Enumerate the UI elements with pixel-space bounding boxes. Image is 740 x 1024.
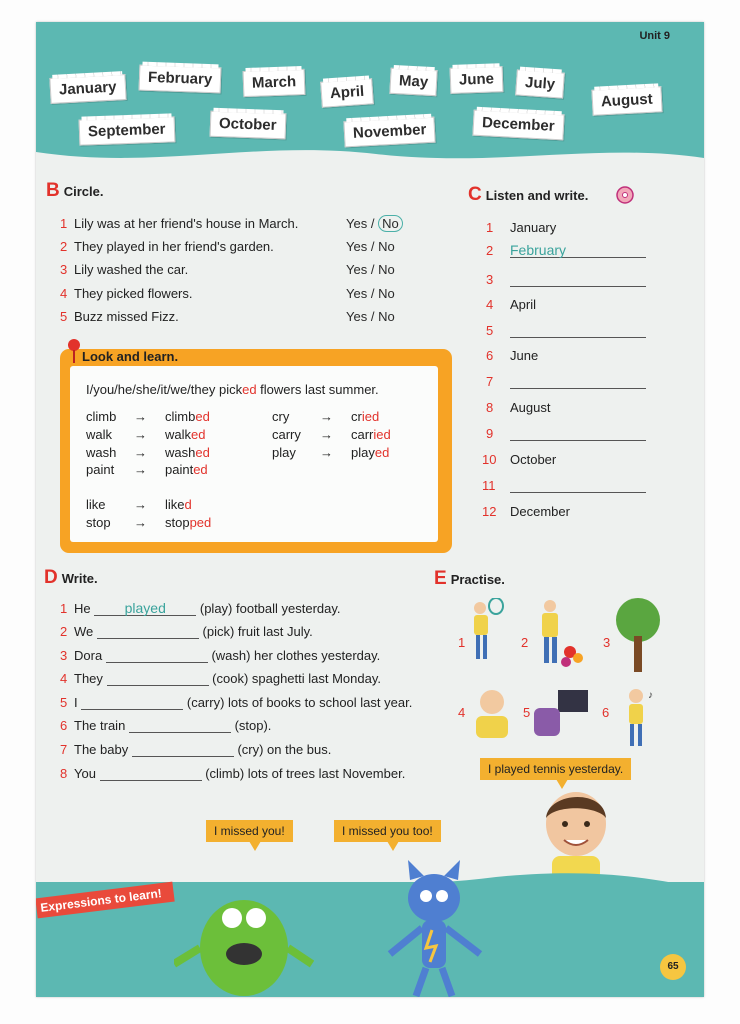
month-tag-december: December: [472, 110, 564, 141]
c-item-4: [486, 297, 536, 312]
verb-base: stop: [86, 515, 111, 530]
b-num: 4: [60, 286, 68, 301]
verb-stem: cr: [351, 409, 362, 424]
arrow-icon: →: [320, 445, 333, 460]
month-tag-october: October: [210, 111, 286, 140]
section-b-heading: [46, 180, 103, 202]
picture-number: 1: [458, 635, 466, 650]
d-rest: (stop).: [234, 718, 272, 733]
verb-base: walk: [86, 427, 113, 442]
b-num: 1: [60, 216, 68, 231]
section-c-heading: [468, 184, 588, 206]
verb-stem: carr: [351, 427, 374, 442]
c-num: 4: [486, 297, 494, 312]
c-item-10: [482, 452, 556, 467]
section-e-heading: [434, 568, 505, 590]
expressions-label: Expressions to learn!: [36, 882, 175, 919]
c-item-2: [486, 242, 646, 258]
d-num: 6: [60, 718, 68, 733]
b-answer-3[interactable]: [346, 262, 395, 277]
c-answer-line[interactable]: [510, 480, 646, 493]
cd-icon: [616, 186, 634, 204]
d-answer-line[interactable]: [81, 697, 183, 710]
month-tag-february: February: [139, 65, 222, 94]
d-num: 2: [60, 624, 68, 639]
c-item-6: [486, 348, 538, 363]
tree-picture: [608, 596, 666, 676]
b-text: Buzz missed Fizz.: [74, 309, 179, 324]
section-c-title: Listen and write.: [485, 188, 589, 203]
d-answer-line[interactable]: [100, 768, 202, 781]
verb-stem: play: [351, 445, 375, 460]
verb-ending: ed: [193, 462, 208, 477]
yes-option[interactable]: Yes /: [346, 309, 375, 324]
c-month: January: [510, 220, 557, 235]
b-text: Lily was at her friend's house in March.: [74, 216, 299, 231]
verb-base: paint: [86, 462, 115, 477]
b-item-4: [60, 286, 193, 301]
c-month: August: [510, 400, 551, 415]
verb-row-carry: [272, 427, 391, 442]
c-month: June: [510, 348, 539, 363]
d-item-6: [60, 718, 271, 733]
yes-option[interactable]: Yes /: [346, 239, 375, 254]
b-item-5: [60, 309, 179, 324]
verb-ending: d: [184, 497, 192, 512]
c-month: October: [510, 452, 557, 467]
no-option-circled[interactable]: No: [378, 215, 403, 232]
verb-base: like: [86, 497, 106, 512]
c-item-7: [486, 374, 646, 389]
c-num: 10: [482, 452, 497, 467]
sentence-start: I/you/he/she/it/we/they pick: [86, 382, 243, 397]
d-item-2: [60, 624, 313, 639]
c-month: December: [510, 504, 570, 519]
picture-number: 3: [603, 635, 611, 650]
c-num: 1: [486, 220, 494, 235]
no-option[interactable]: No: [378, 262, 395, 277]
section-e-letter: E: [434, 568, 447, 589]
arrow-icon: →: [134, 445, 147, 460]
section-d-heading: [44, 567, 98, 589]
section-b-letter: B: [46, 180, 60, 201]
verb-row-stop: [86, 515, 211, 530]
d-answer-line[interactable]: [132, 744, 234, 757]
d-answer-line[interactable]: [97, 626, 199, 639]
yes-option[interactable]: Yes /: [346, 216, 375, 231]
verb-stem: stop: [165, 515, 190, 530]
pin-icon: [66, 338, 82, 364]
d-subject: The train: [74, 718, 126, 733]
b-answer-2[interactable]: [346, 239, 395, 254]
flower-picker-picture: [530, 596, 586, 676]
d-subject: They: [74, 671, 103, 686]
c-answer-line[interactable]: [510, 325, 646, 338]
d-rest: (play) football yesterday.: [199, 601, 341, 616]
arrow-icon: →: [134, 515, 147, 530]
b-answer-4[interactable]: [346, 286, 395, 301]
d-rest: (cry) on the bus.: [237, 742, 332, 757]
verb-row-play: [272, 445, 389, 460]
grammar-sentence: [86, 382, 379, 397]
verb-ending: ied: [373, 427, 391, 442]
arrow-icon: →: [134, 409, 147, 424]
sentence-end: flowers last summer.: [256, 382, 379, 397]
d-subject: He: [74, 601, 91, 616]
d-rest: (climb) lots of trees last November.: [205, 766, 406, 781]
picture-number: 4: [458, 705, 466, 720]
c-num: 5: [486, 323, 494, 338]
b-answer-1[interactable]: [346, 216, 403, 231]
singer-picture: [616, 686, 662, 750]
c-item-8: [486, 400, 550, 415]
verb-base: cry: [272, 409, 290, 424]
month-tag-april: April: [320, 78, 374, 108]
d-answer-line[interactable]: [106, 650, 208, 663]
tv-watcher-picture: [532, 686, 596, 740]
c-item-3: [486, 272, 646, 287]
section-d-letter: D: [44, 567, 58, 588]
verb-ending: ed: [195, 445, 210, 460]
speech-bubble-left: I missed you!: [206, 820, 293, 842]
arrow-icon: →: [320, 409, 333, 424]
d-answer-line[interactable]: [129, 720, 231, 733]
d-num: 8: [60, 766, 68, 781]
section-c-letter: C: [468, 184, 482, 205]
unit-label: Unit 9: [639, 30, 670, 42]
arrow-icon: →: [320, 427, 333, 442]
section-d-title: Write.: [61, 571, 98, 586]
d-subject: I: [74, 695, 78, 710]
b-num: 2: [60, 239, 68, 254]
verb-ending: ied: [361, 409, 380, 424]
b-item-1: [60, 216, 298, 231]
month-tag-january: January: [49, 74, 126, 104]
c-item-12: [482, 504, 570, 519]
b-text: They picked flowers.: [74, 286, 193, 301]
d-num: 3: [60, 648, 68, 663]
b-item-2: [60, 239, 274, 254]
sentence-ending: ed: [242, 382, 257, 397]
section-b-title: Circle.: [63, 184, 104, 199]
month-tag-may: May: [389, 68, 437, 96]
verb-row-cry: [272, 409, 379, 424]
picture-number: 5: [523, 705, 531, 720]
section-e-title: Practise.: [450, 572, 505, 587]
c-num: 7: [486, 374, 494, 389]
arrow-icon: →: [134, 462, 147, 477]
verb-ending: ed: [195, 409, 210, 424]
b-num: 3: [60, 262, 68, 277]
green-monster-character: [174, 878, 314, 997]
d-answer-line[interactable]: [107, 673, 209, 686]
verb-base: wash: [86, 445, 117, 460]
no-option[interactable]: No: [378, 309, 395, 324]
c-num: 6: [486, 348, 494, 363]
c-num: 8: [486, 400, 494, 415]
month-tag-august: August: [591, 86, 662, 116]
arrow-icon: →: [134, 497, 147, 512]
d-item-1: [60, 600, 341, 616]
c-num: 2: [486, 243, 494, 258]
b-answer-5[interactable]: [346, 309, 395, 324]
workbook-page: [36, 22, 704, 997]
page-number: 65: [660, 954, 686, 980]
month-tag-november: November: [343, 117, 436, 148]
b-text: Lily washed the car.: [74, 262, 189, 277]
d-num: 7: [60, 742, 68, 757]
speech-bubble-right: I missed you too!: [334, 820, 441, 842]
d-subject: Dora: [74, 648, 103, 663]
c-num: 12: [482, 504, 497, 519]
picture-number: 2: [521, 635, 529, 650]
blue-cat-character: [370, 858, 498, 997]
verb-row-walk: [86, 427, 205, 442]
b-num: 5: [60, 309, 68, 324]
c-month: April: [510, 297, 537, 312]
d-item-4: [60, 671, 381, 686]
d-rest: (cook) spaghetti last Monday.: [212, 671, 381, 686]
verb-base: carry: [272, 427, 301, 442]
verb-row-like: [86, 497, 192, 512]
d-rest: (pick) fruit last July.: [202, 624, 313, 639]
yes-option[interactable]: Yes /: [346, 262, 375, 277]
verb-stem: walk: [165, 427, 192, 442]
no-option[interactable]: No: [378, 239, 395, 254]
verb-row-paint: [86, 462, 208, 477]
c-answer-line[interactable]: [510, 428, 646, 441]
verb-ending: ped: [189, 515, 212, 530]
verb-base: climb: [86, 409, 117, 424]
verb-stem: like: [165, 497, 185, 512]
no-option[interactable]: No: [378, 286, 395, 301]
c-num: 3: [486, 272, 494, 287]
d-item-8: [60, 766, 405, 781]
c-item-9: [486, 426, 646, 441]
d-subject: The baby: [74, 742, 129, 757]
month-tag-march: March: [243, 69, 306, 97]
d-subject: We: [74, 624, 94, 639]
c-answer-line[interactable]: [510, 376, 646, 389]
c-answer-line[interactable]: [510, 274, 646, 287]
b-item-3: [60, 262, 188, 277]
verb-stem: climb: [165, 409, 196, 424]
verb-row-wash: [86, 445, 210, 460]
b-text: They played in her friend's garden.: [74, 239, 274, 254]
d-num: 5: [60, 695, 68, 710]
c-num: 9: [486, 426, 494, 441]
tennis-speech-bubble: I played tennis yesterday.: [480, 758, 631, 780]
d-num: 4: [60, 671, 68, 686]
verb-stem: paint: [165, 462, 194, 477]
look-and-learn-title: Look and learn.: [82, 349, 179, 364]
d-rest: (carry) lots of books to school last year.: [186, 695, 413, 710]
arrow-icon: →: [134, 427, 147, 442]
d-num: 1: [60, 601, 68, 616]
c-item-1: [486, 220, 556, 235]
d-subject: You: [74, 766, 96, 781]
verb-ending: ed: [191, 427, 206, 442]
d-item-5: [60, 695, 412, 710]
tennis-player-picture: [466, 598, 506, 674]
d-item-3: [60, 648, 380, 663]
month-tag-july: July: [515, 69, 565, 98]
verb-stem: wash: [165, 445, 196, 460]
verb-base: play: [272, 445, 296, 460]
month-tag-june: June: [450, 66, 504, 94]
svg-text:♪: ♪: [648, 690, 653, 701]
c-item-5: [486, 323, 646, 338]
c-num: 11: [482, 478, 496, 493]
d-rest: (wash) her clothes yesterday.: [211, 648, 381, 663]
c-answer-line-filled[interactable]: February: [510, 242, 646, 258]
d-answer-line-filled[interactable]: played: [94, 600, 196, 616]
c-item-11: [482, 478, 646, 493]
verb-ending: ed: [374, 445, 390, 460]
picture-number: 6: [602, 705, 610, 720]
verb-row-climb: [86, 409, 210, 424]
yes-option[interactable]: Yes /: [346, 286, 375, 301]
d-item-7: [60, 742, 331, 757]
month-tag-september: September: [79, 116, 175, 145]
crying-boy-picture: [468, 686, 516, 740]
